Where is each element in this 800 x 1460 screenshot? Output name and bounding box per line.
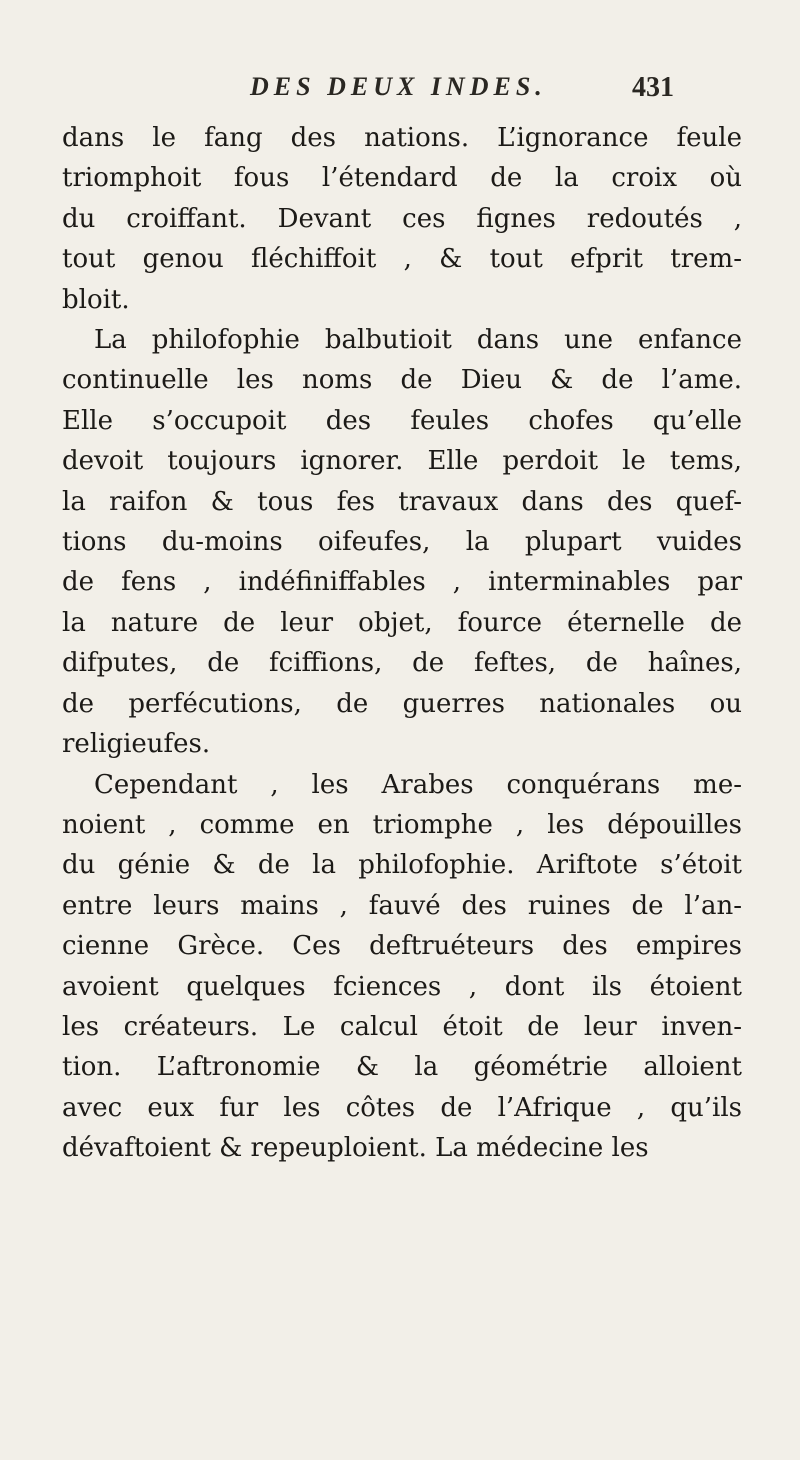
page-number: 431 <box>632 72 674 103</box>
text-line: Cependant , les Arabes conquérans me- <box>94 769 742 800</box>
text-line: du croiffant. Devant ces fignes redoutés , <box>62 203 742 234</box>
text-line: du génie & de la philofophie. Ariftote s’étoit <box>62 850 742 881</box>
text-line: dévaftoient & repeuploient. La médecine les <box>62 1133 649 1164</box>
text-line: avoient quelques fciences , dont ils étoient <box>62 971 742 1002</box>
text-line: la raifon & tous fes travaux dans des quef- <box>62 486 742 517</box>
text-line: noient , comme en triomphe , les dépouilles <box>62 809 742 840</box>
text-line: dans le fang des nations. L’ignorance feule <box>62 123 742 153</box>
text-line: bloit. <box>62 284 130 315</box>
text-line: avec eux fur les côtes de l’Afrique , qu’ils <box>62 1092 742 1123</box>
text-line: cienne Grèce. Ces deftruéteurs des empires <box>62 931 742 962</box>
text-line: de perfécutions, de guerres nationales ou <box>62 688 742 719</box>
text-line: difputes, de fciffions, de feftes, de haînes, <box>62 648 742 679</box>
text-line: entre leurs mains , fauvé des ruines de l’an- <box>62 890 742 921</box>
text-line: La philofophie balbutioit dans une enfance <box>94 325 742 356</box>
paragraph <box>62 320 742 764</box>
body-text <box>62 118 742 1169</box>
text-line: les créateurs. Le calcul étoit de leur inven- <box>62 1011 742 1042</box>
text-line: tout genou fléchiffoit , & tout efprit trem- <box>62 244 742 275</box>
text-line: la nature de leur objet, fource éternelle de <box>62 607 742 638</box>
text-line: triomphoit fous l’étendard de la croix où <box>62 163 742 194</box>
text-line: tions du-moins oifeufes, la plupart vuides <box>62 527 742 558</box>
text-line: devoit toujours ignorer. Elle perdoit le tems, <box>62 446 742 477</box>
text-line: tion. L’aftronomie & la géométrie alloient <box>62 1052 742 1083</box>
text-line: Elle s’occupoit des feules chofes qu’elle <box>62 405 742 436</box>
running-title: DES DEUX INDES. <box>250 72 547 101</box>
text-line: religieufes. <box>62 729 211 760</box>
paragraph <box>62 765 742 1169</box>
text-line: continuelle les noms de Dieu & de l’ame. <box>62 365 742 396</box>
paragraph <box>62 118 742 320</box>
text-line: de fens , indéfiniffables , interminables par <box>62 567 742 598</box>
running-head <box>250 72 730 112</box>
